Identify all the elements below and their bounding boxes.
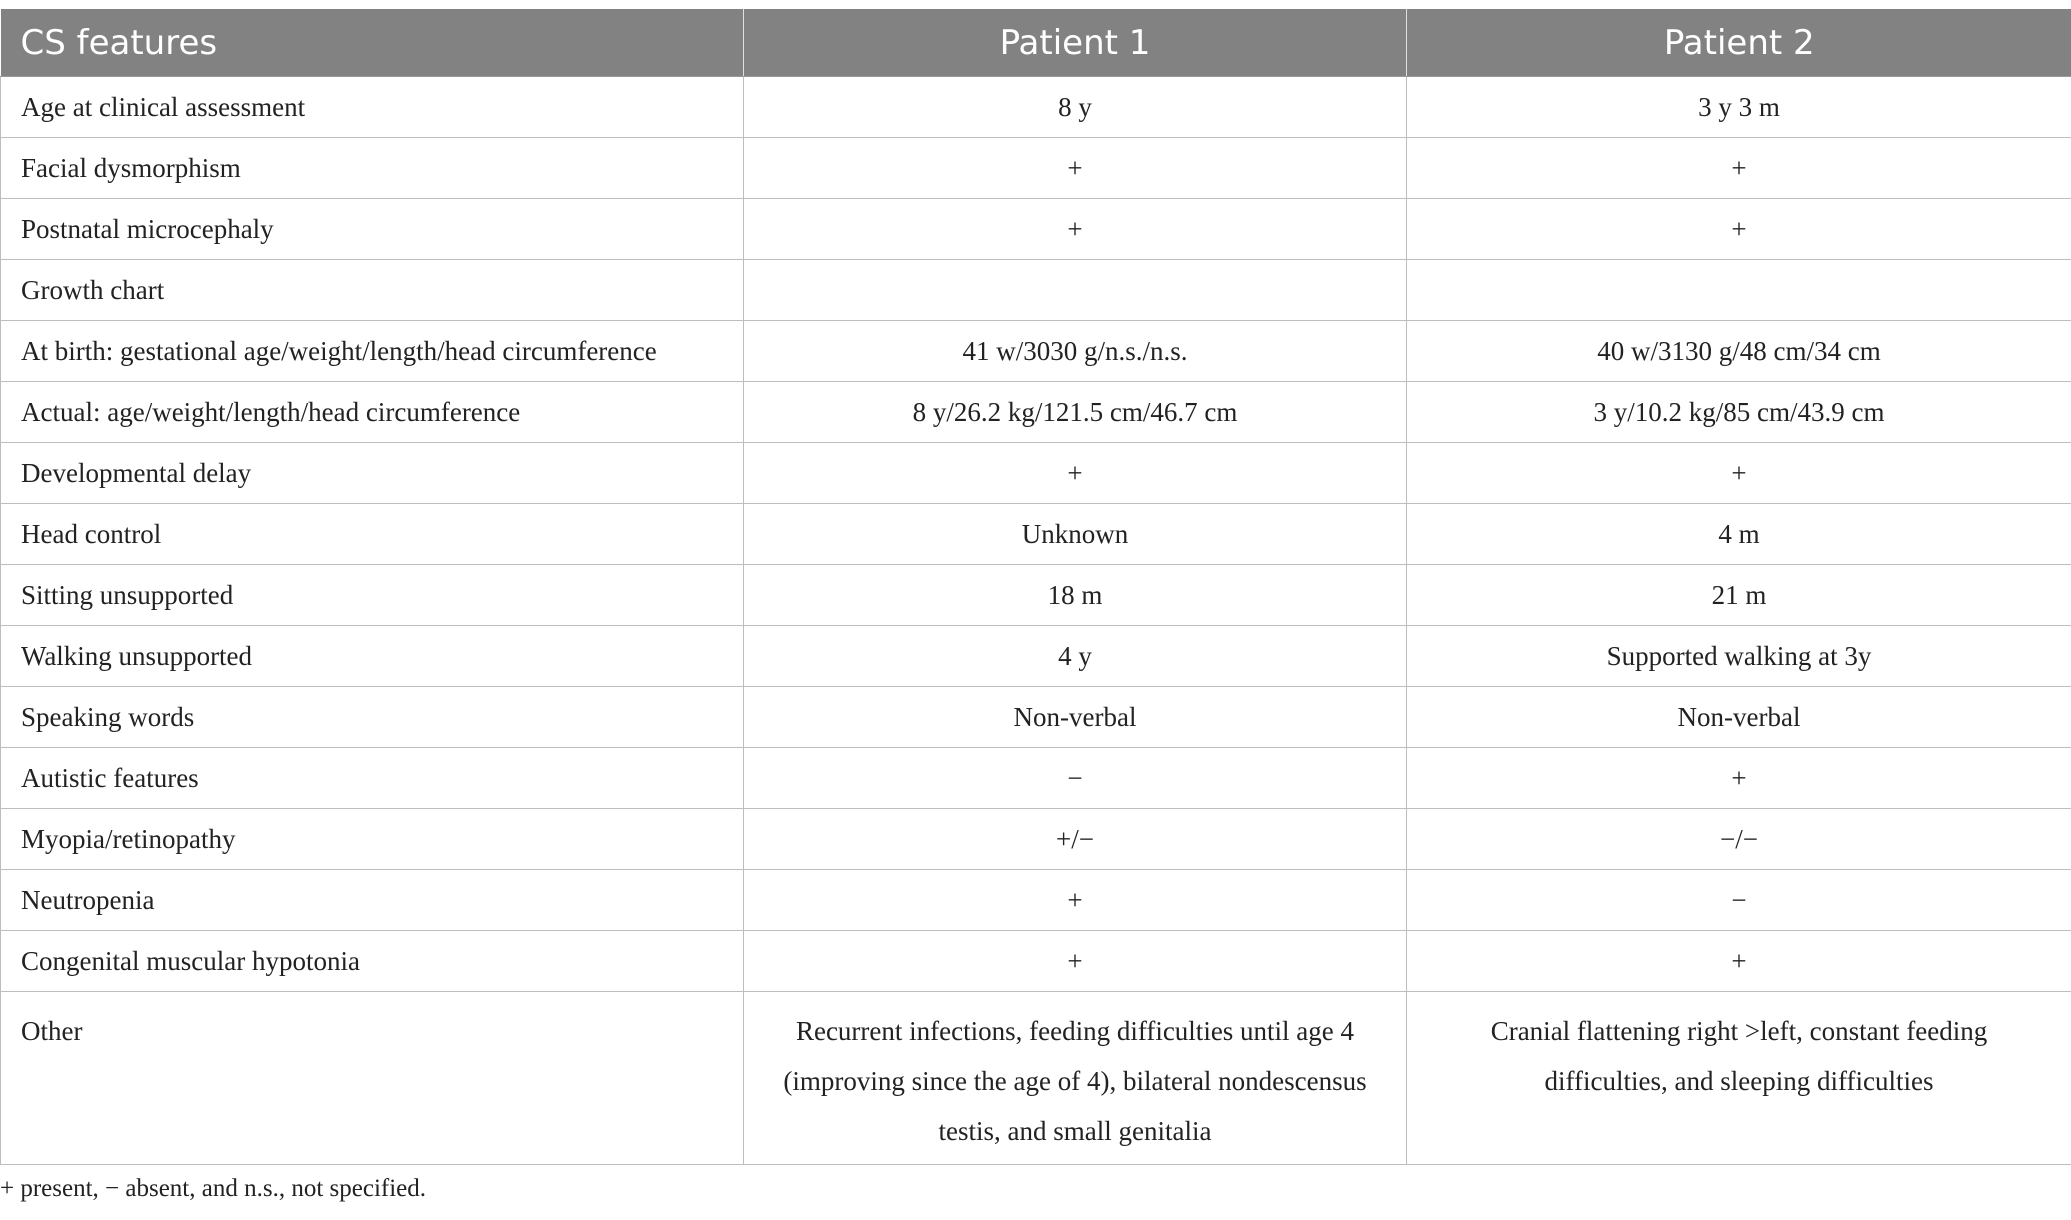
patient-1-value: +	[744, 443, 1407, 504]
patient-2-value: 3 y/10.2 kg/85 cm/43.9 cm	[1407, 382, 2071, 443]
patient-2-value: +	[1407, 443, 2071, 504]
cs-features-table	[0, 9, 2071, 1165]
row-label: Walking unsupported	[1, 626, 744, 687]
row-label: Actual: age/weight/length/head circumference	[1, 382, 744, 443]
row-label: Myopia/retinopathy	[1, 809, 744, 870]
table-row	[1, 321, 2071, 382]
row-label: Sitting unsupported	[1, 565, 744, 626]
patient-2-value: Cranial flattening right >left, constant feeding difficulties, and sleeping difficulties	[1407, 992, 2071, 1165]
table-row	[1, 687, 2071, 748]
patient-1-value: +/−	[744, 809, 1407, 870]
header-patient-2: Patient 2	[1407, 9, 2071, 77]
table-row	[1, 809, 2071, 870]
patient-2-value: +	[1407, 748, 2071, 809]
patient-1-value: 4 y	[744, 626, 1407, 687]
table-container	[0, 9, 2071, 1165]
patient-1-value: 18 m	[744, 565, 1407, 626]
patient-2-value: 4 m	[1407, 504, 2071, 565]
patient-1-value: +	[744, 199, 1407, 260]
patient-2-value: −	[1407, 870, 2071, 931]
header-patient-1: Patient 1	[744, 9, 1407, 77]
table-row	[1, 260, 2071, 321]
patient-2-value: +	[1407, 931, 2071, 992]
row-label: Autistic features	[1, 748, 744, 809]
patient-1-value: 8 y	[744, 77, 1407, 138]
patient-2-value: Supported walking at 3y	[1407, 626, 2071, 687]
row-label: Postnatal microcephaly	[1, 199, 744, 260]
row-label: Age at clinical assessment	[1, 77, 744, 138]
patient-1-value: −	[744, 748, 1407, 809]
row-label: Head control	[1, 504, 744, 565]
table-row	[1, 565, 2071, 626]
row-label: Facial dysmorphism	[1, 138, 744, 199]
patient-2-value: Non-verbal	[1407, 687, 2071, 748]
patient-2-value: 40 w/3130 g/48 cm/34 cm	[1407, 321, 2071, 382]
row-label: Growth chart	[1, 260, 744, 321]
table-row	[1, 443, 2071, 504]
table-row	[1, 382, 2071, 443]
patient-2-value: +	[1407, 138, 2071, 199]
patient-1-value: +	[744, 138, 1407, 199]
table-row	[1, 504, 2071, 565]
row-label: Congenital muscular hypotonia	[1, 931, 744, 992]
table-row	[1, 199, 2071, 260]
row-label: At birth: gestational age/weight/length/head circumference	[1, 321, 744, 382]
patient-1-value: +	[744, 870, 1407, 931]
patient-1-value: Recurrent infections, feeding difficulties until age 4 (improving since the age of 4), bilateral nondescensus testis, and small genitalia	[744, 992, 1407, 1165]
table-footnote: + present, − absent, and n.s., not specified.	[0, 1175, 427, 1202]
patient-2-value: +	[1407, 199, 2071, 260]
patient-2-value	[1407, 260, 2071, 321]
table-row	[1, 626, 2071, 687]
patient-1-value: +	[744, 931, 1407, 992]
table-header-row	[1, 9, 2071, 77]
header-cs-features: CS features	[1, 9, 744, 77]
row-label: Neutropenia	[1, 870, 744, 931]
patient-1-value: 41 w/3030 g/n.s./n.s.	[744, 321, 1407, 382]
table-row	[1, 77, 2071, 138]
table-row	[1, 138, 2071, 199]
row-label: Speaking words	[1, 687, 744, 748]
patient-2-value: 21 m	[1407, 565, 2071, 626]
patient-1-value	[744, 260, 1407, 321]
table-row	[1, 870, 2071, 931]
patient-1-value: 8 y/26.2 kg/121.5 cm/46.7 cm	[744, 382, 1407, 443]
table-row	[1, 992, 2071, 1165]
patient-2-value: 3 y 3 m	[1407, 77, 2071, 138]
table-row	[1, 748, 2071, 809]
row-label: Developmental delay	[1, 443, 744, 504]
row-label: Other	[1, 992, 744, 1165]
table-row	[1, 931, 2071, 992]
patient-2-value: −/−	[1407, 809, 2071, 870]
patient-1-value: Unknown	[744, 504, 1407, 565]
patient-1-value: Non-verbal	[744, 687, 1407, 748]
